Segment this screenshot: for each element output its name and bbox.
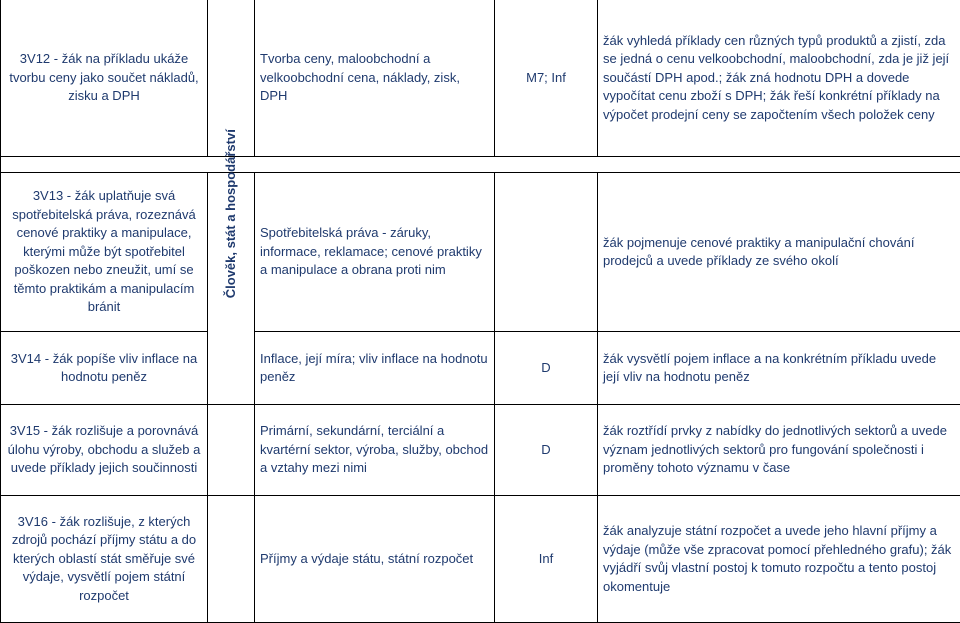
activity-cell-v16: žák analyzuje státní rozpočet a uvede jeho hlavní příjmy a výdaje (může vše zpracovat pomocí přehledného grafu); žák vyjádří svůj vlastní postoj k tomuto rozpočtu a tento postoj okomentuje [598,496,960,623]
topic-cell-v15: Primární, sekundární, terciální a kvartérní sektor, výroba, služby, obchod a vztahy mezi nimi [255,405,495,496]
topic-cell-v14: Inflace, její míra; vliv inflace na hodnotu peněz [255,332,495,405]
activity-cell-v12: žák vyhledá příklady cen různých typů produktů a zjistí, zda se jedná o cenu velkoobchodní, maloobchodní, zda je již její součástí DPH apod.; žák zná hodnotu DPH a dovede vypočítat cenu zboží s DPH; žák řeší konkrétní příklady na výpočet prodejní ceny se započtením všech položek ceny [598,0,960,157]
table-row-v16 [1,496,960,623]
table-row-v14 [1,332,960,405]
code-cell-v14: D [495,332,598,405]
table-row-v15 [1,405,960,496]
area-label: Člověk, stát a hospodářství [222,279,241,299]
area-cell-v16 [208,496,255,623]
outcome-cell-v13: 3V13 - žák uplatňuje svá spotřebitelská práva, rozeznává cenové praktiky a manipulace, kterými může být spotřebitel poškozen nebo zneužit, umí se těmto praktikám a manipulacím bránit [1,173,208,332]
topic-cell-v16: Příjmy a výdaje státu, státní rozpočet [255,496,495,623]
activity-cell-v14: žák vysvětlí pojem inflace a na konkrétním příkladu uvede její vliv na hodnotu peněz [598,332,960,405]
table-row-v13 [1,173,960,332]
code-cell-v13 [495,173,598,332]
activity-cell-v13: žák pojmenuje cenové praktiky a manipulační chování prodejců a uvede příklady ze svého okolí [598,173,960,332]
area-cell [208,173,255,405]
code-cell-v16: Inf [495,496,598,623]
activity-cell-v15: žák roztřídí prvky z nabídky do jednotlivých sektorů a uvede význam jednotlivých sektorů pro fungování společnosti i proměny tohoto významu v čase [598,405,960,496]
outcome-cell-v14: 3V14 - žák popíše vliv inflace na hodnotu peněz [1,332,208,405]
outcome-cell-v12: 3V12 - žák na příkladu ukáže tvorbu ceny jako součet nákladů, zisku a DPH [1,0,208,157]
row-gap [1,157,960,173]
gap-row [1,157,960,173]
topic-cell-v13: Spotřebitelská práva - záruky, informace, reklamace; cenové praktiky a manipulace a obrana proti nim [255,173,495,332]
topic-cell-v12: Tvorba ceny, maloobchodní a velkoobchodní cena, náklady, zisk, DPH [255,0,495,157]
outcome-cell-v16: 3V16 - žák rozlišuje, z kterých zdrojů pochází příjmy státu a do kterých oblastí stát směřuje své výdaje, vysvětlí pojem státní rozpočet [1,496,208,623]
code-cell-v15: D [495,405,598,496]
area-cell-v15 [208,405,255,496]
table-row-v12 [1,0,960,157]
code-cell-v12: M7; Inf [495,0,598,157]
outcome-cell-v15: 3V15 - žák rozlišuje a porovnává úlohu výroby, obchodu a služeb a uvede příklady jejich součinnosti [1,405,208,496]
